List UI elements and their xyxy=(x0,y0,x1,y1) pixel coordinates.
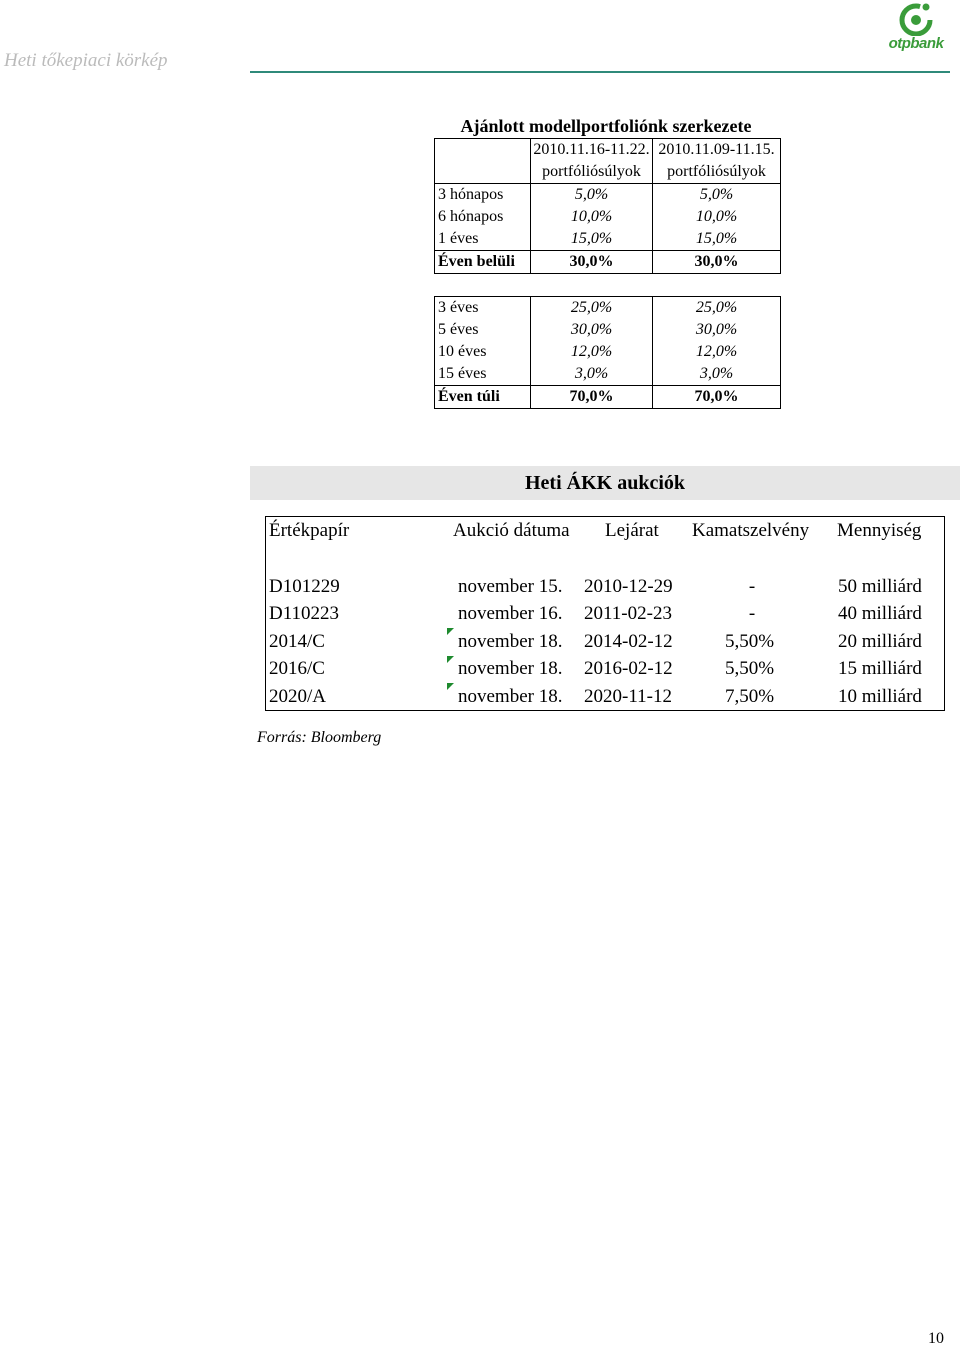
source-note: Forrás: Bloomberg xyxy=(257,729,382,746)
spacer-row xyxy=(435,274,781,297)
auction-date: november 15. xyxy=(458,576,563,597)
table-row: 15 éves 3,0% 3,0% xyxy=(435,363,781,386)
header-maturity: Lejárat xyxy=(605,520,659,541)
comment-marker-icon xyxy=(447,628,454,635)
auction-maturity: 2010-12-29 xyxy=(584,576,673,597)
header-rule xyxy=(250,71,950,73)
col1-date: 2010.11.16-11.22. xyxy=(531,139,653,162)
report-title: Heti tőkepiaci körkép xyxy=(4,50,168,71)
auction-maturity: 2011-02-23 xyxy=(584,603,672,624)
col2-label: portfóliósúlyok xyxy=(653,161,781,184)
table-row: 6 hónapos 10,0% 10,0% xyxy=(435,206,781,228)
auction-coupon: - xyxy=(748,603,756,624)
otp-swirl-icon xyxy=(898,2,934,36)
auction-coupon: 5,50% xyxy=(725,631,775,652)
portfolio-table xyxy=(434,138,781,409)
auction-date: november 18. xyxy=(458,631,563,652)
otpbank-logo xyxy=(884,2,948,58)
auction-coupon: - xyxy=(748,576,756,597)
subtotal-row: Éven túli 70,0% 70,0% xyxy=(435,386,781,409)
auction-paper: 2016/C xyxy=(269,658,325,679)
auction-date: november 16. xyxy=(458,603,563,624)
auction-paper: D101229 xyxy=(269,576,340,597)
portfolio-header-dates xyxy=(435,139,781,162)
col1-label: portfóliósúlyok xyxy=(531,161,653,184)
comment-marker-icon xyxy=(447,683,454,690)
table-row: 3 hónapos 5,0% 5,0% xyxy=(435,184,781,207)
auction-title: Heti ÁKK aukciók xyxy=(524,472,685,494)
auction-paper: 2020/A xyxy=(269,686,326,707)
table-row: 5 éves 30,0% 30,0% xyxy=(435,319,781,341)
auction-coupon: 7,50% xyxy=(725,686,775,707)
table-row: 1 éves 15,0% 15,0% xyxy=(435,228,781,251)
auction-amount: 15 milliárd xyxy=(838,658,922,679)
logo-wordmark: otpbank xyxy=(888,35,944,52)
portfolio-title: Ajánlott modellportfoliónk szerkezete xyxy=(460,116,752,136)
auction-amount: 20 milliárd xyxy=(838,631,922,652)
portfolio-header-labels xyxy=(435,161,781,184)
auction-amount: 10 milliárd xyxy=(838,686,922,707)
auction-amount: 40 milliárd xyxy=(838,603,922,624)
auction-paper: 2014/C xyxy=(269,631,325,652)
header-paper: Értékpapír xyxy=(269,520,350,541)
header-amount: Mennyiség xyxy=(837,520,922,541)
auction-amount: 50 milliárd xyxy=(838,576,922,597)
auction-maturity: 2020-11-12 xyxy=(584,686,672,707)
page-number: 10 xyxy=(928,1330,944,1347)
auction-date: november 18. xyxy=(458,658,563,679)
header-coupon: Kamatszelvény xyxy=(692,520,810,541)
auction-date: november 18. xyxy=(458,686,563,707)
auction-maturity: 2014-02-12 xyxy=(584,631,673,652)
header-date: Aukció dátuma xyxy=(453,520,570,541)
subtotal-row: Éven belüli 30,0% 30,0% xyxy=(435,251,781,274)
col2-date: 2010.11.09-11.15. xyxy=(653,139,781,162)
auction-maturity: 2016-02-12 xyxy=(584,658,673,679)
table-row: 10 éves 12,0% 12,0% xyxy=(435,341,781,363)
auction-coupon: 5,50% xyxy=(725,658,775,679)
table-row: 3 éves 25,0% 25,0% xyxy=(435,297,781,320)
comment-marker-icon xyxy=(447,656,454,663)
auction-paper: D110223 xyxy=(269,603,340,624)
